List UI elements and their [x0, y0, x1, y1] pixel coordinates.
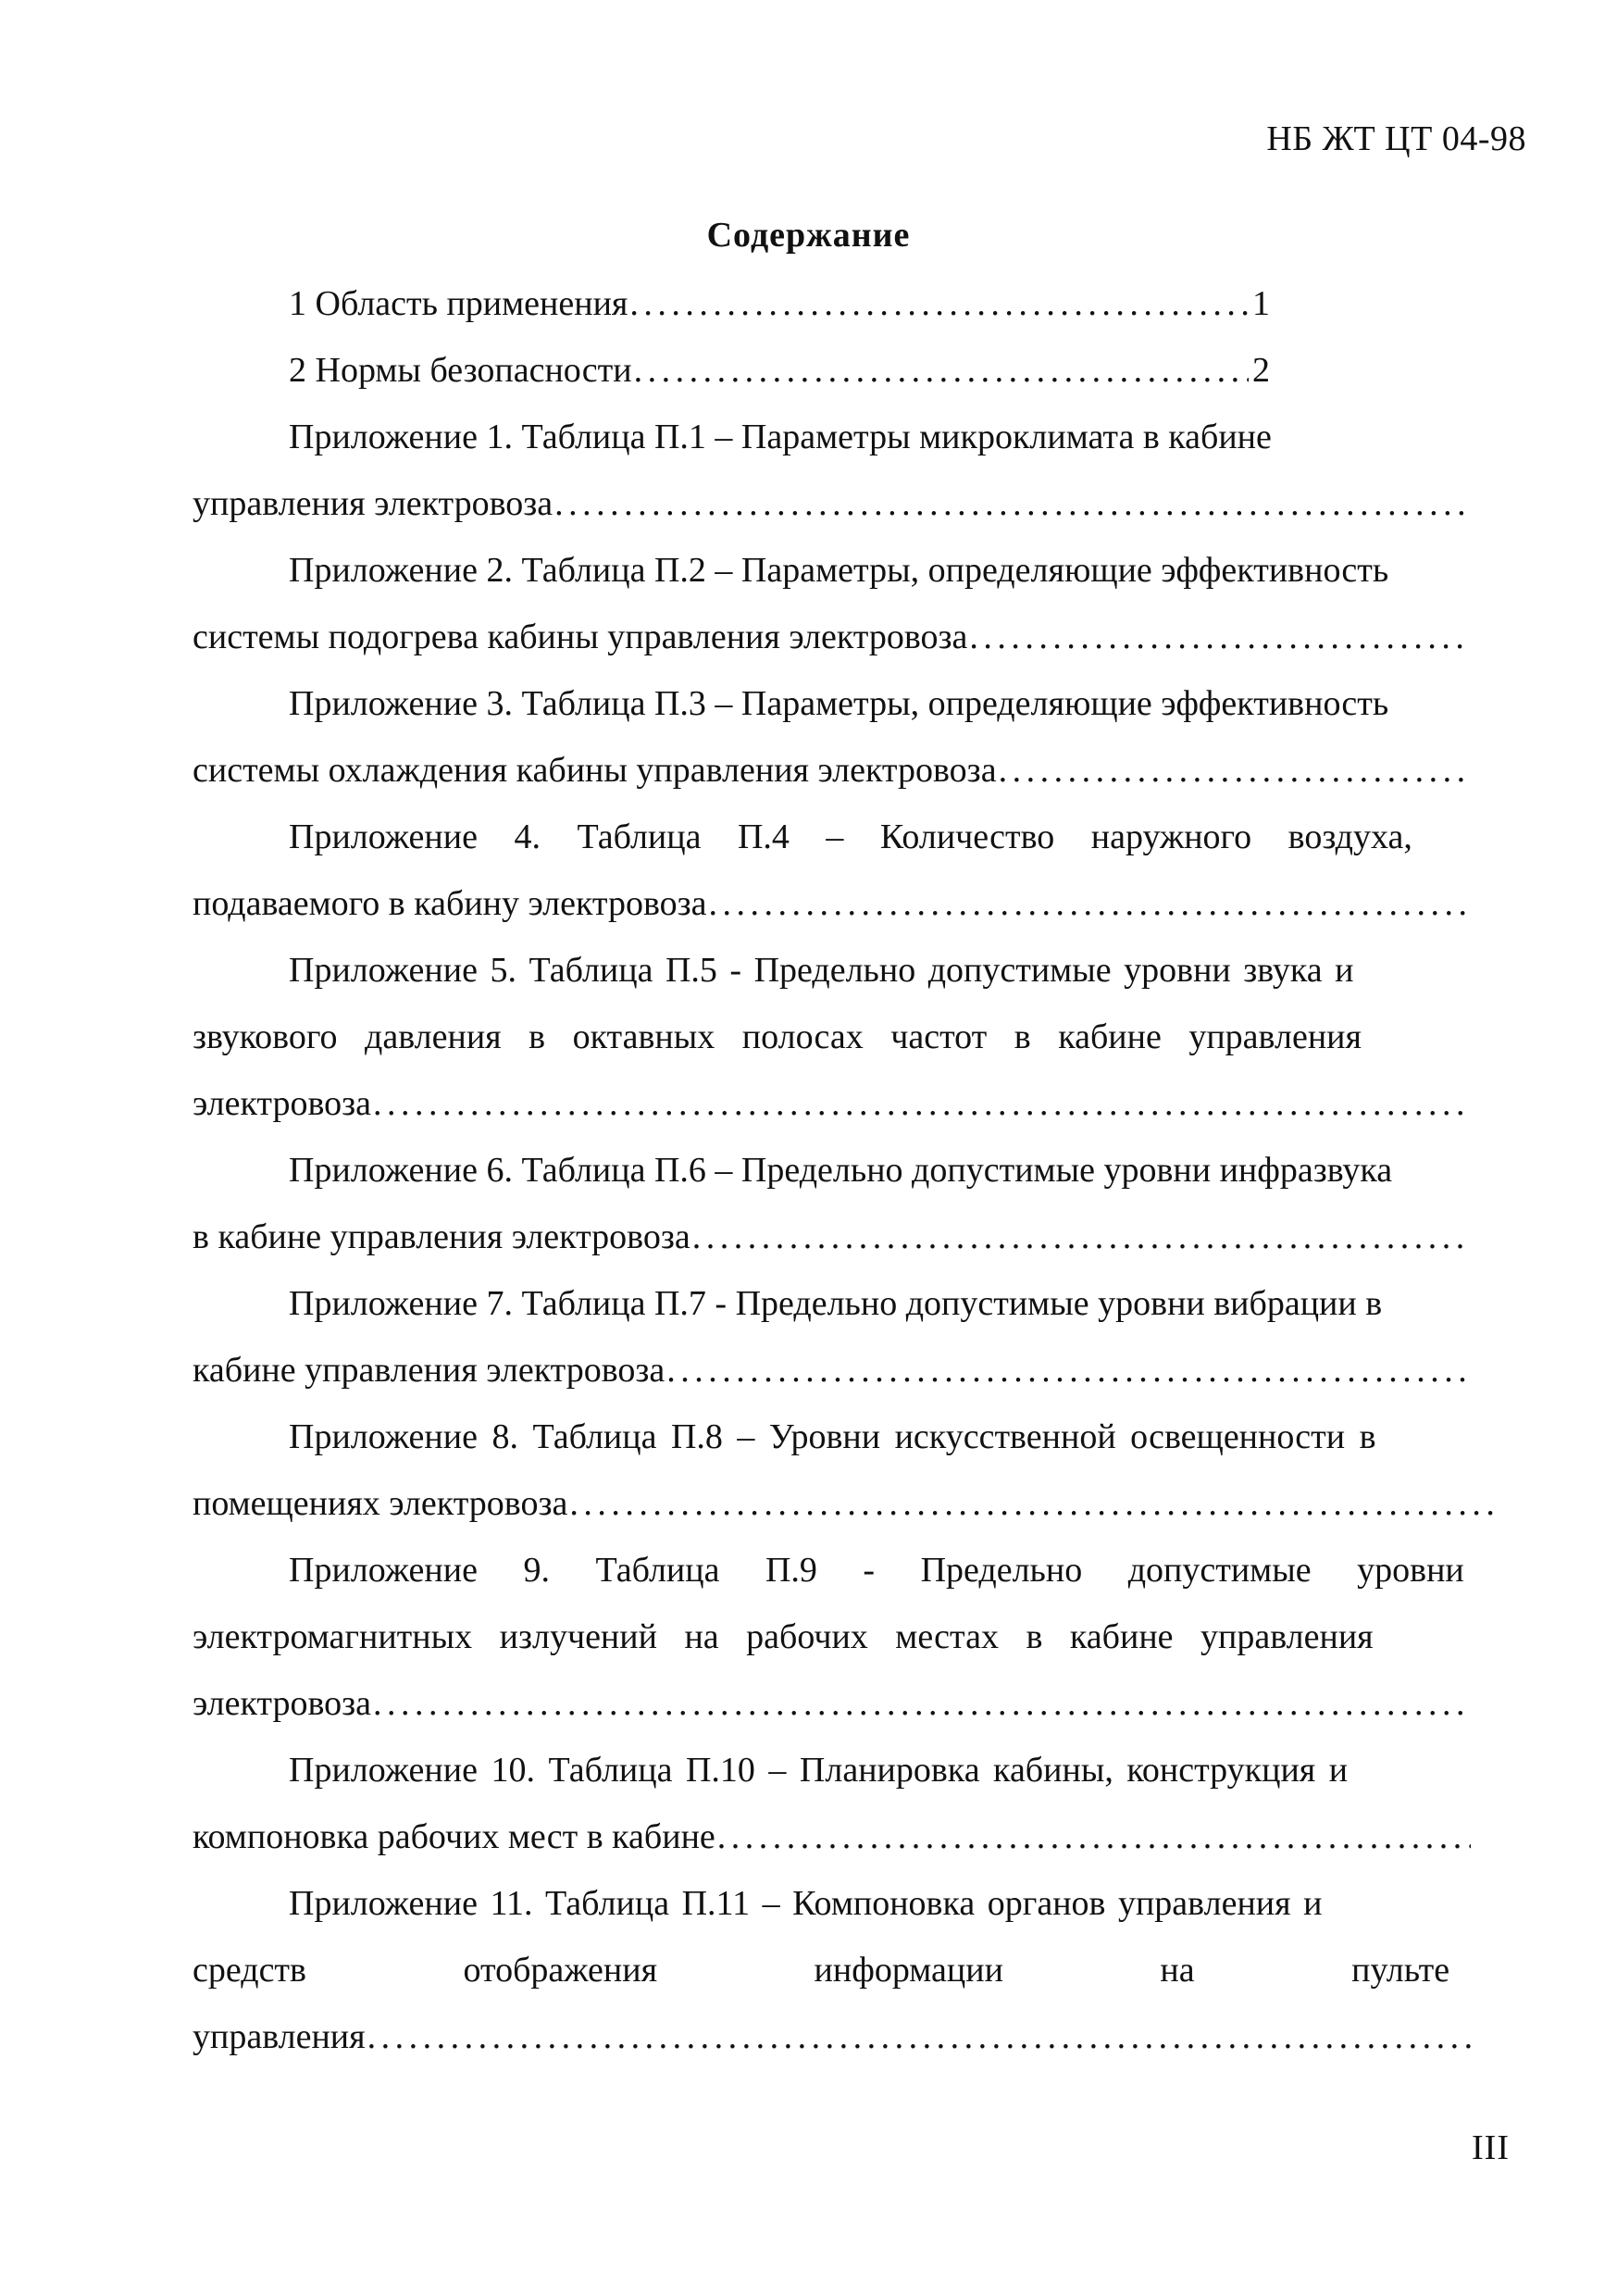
toc-entry[interactable] [193, 537, 1525, 670]
toc-entry-line [193, 1737, 1525, 1803]
toc-entry-line [193, 670, 1525, 737]
leader-dots [666, 1337, 1471, 1404]
toc-entry-text: звукового давления в октавных полосах частот в кабине управления [193, 1017, 1362, 1056]
toc-entry-text: Приложение 2. Таблица П.2 – Параметры, определяющие эффективность [289, 551, 1389, 590]
toc-entry-text: 1 Область применения [289, 284, 628, 323]
toc-entry[interactable] [193, 270, 1525, 337]
toc-entry-line [193, 1603, 1525, 1670]
toc-entry-line [193, 1870, 1525, 1937]
toc-entry-text: подаваемого в кабину электровоза [193, 884, 707, 923]
toc-entry-line [193, 1404, 1525, 1470]
leader-dots [554, 470, 1471, 537]
toc-entry-text: Приложение 4. Таблица П.4 – Количество наружного воздуха, [289, 817, 1412, 856]
leader-dots [367, 2003, 1471, 2070]
toc-entry[interactable] [193, 1537, 1525, 1737]
toc-entry-text: электромагнитных излучений на рабочих местах в кабине управления [193, 1617, 1374, 1656]
toc-entry-text: Приложение 11. Таблица П.11 – Компоновка органов управления и [289, 1884, 1323, 1923]
toc-entry-line [193, 537, 1525, 604]
toc-entry-text: компоновка рабочих мест в кабине [193, 1817, 715, 1856]
toc-entry-text: помещениях электровоза [193, 1484, 568, 1523]
toc-entry-text: Приложение 1. Таблица П.1 – Параметры микроклимата в кабине [289, 418, 1272, 456]
toc-entry-line [193, 1270, 1525, 1337]
leader-dots [569, 1470, 1494, 1537]
toc-entry-text: системы охлаждения кабины управления электровоза [193, 751, 997, 790]
toc-entry-line [193, 804, 1525, 870]
toc-entry-text: средств отображения информации на пульте [193, 1951, 1450, 1990]
toc-entry[interactable] [193, 404, 1525, 537]
toc-entry-line [193, 1537, 1525, 1603]
page-number: III [1472, 2128, 1510, 2167]
leader-dots [717, 1803, 1471, 1870]
leader-dots [969, 604, 1471, 670]
toc-page-number: 1 [1252, 284, 1270, 323]
toc-entry[interactable] [193, 1404, 1525, 1537]
toc-entry-line [193, 1004, 1525, 1070]
toc-entry[interactable] [193, 670, 1525, 804]
toc-entry[interactable] [193, 337, 1525, 404]
toc-entry-line [193, 1137, 1525, 1204]
toc-entry[interactable] [193, 937, 1525, 1137]
toc-entry-text: Приложение 9. Таблица П.9 - Предельно допустимые уровни [289, 1551, 1464, 1590]
toc-entry-text: системы подогрева кабины управления электровоза [193, 618, 968, 656]
toc-entry[interactable] [193, 1870, 1525, 2070]
toc-entry-text: Приложение 10. Таблица П.10 – Планировка кабины, конструкция и [289, 1751, 1349, 1790]
table-of-contents [193, 270, 1525, 2070]
leader-dots [373, 1070, 1471, 1137]
leader-dots [709, 870, 1471, 937]
toc-entry[interactable] [193, 1137, 1525, 1270]
toc-entry-text: Приложение 8. Таблица П.8 – Уровни искусственной освещенности в [289, 1417, 1376, 1456]
toc-entry-line [193, 404, 1525, 470]
leader-dots [629, 270, 1249, 337]
leader-dots [692, 1204, 1471, 1270]
toc-entry-text: Приложение 5. Таблица П.5 - Предельно допустимые уровни звука и [289, 951, 1354, 990]
toc-page-number: 2 [1252, 351, 1270, 390]
toc-entry-text: электровоза [193, 1084, 372, 1123]
toc-entry-text: электровоза [193, 1684, 372, 1723]
leader-dots [999, 737, 1471, 804]
leader-dots [373, 1670, 1471, 1737]
toc-entry[interactable] [193, 1270, 1525, 1404]
toc-entry-text: управления [193, 2017, 366, 2056]
toc-entry[interactable] [193, 804, 1525, 937]
toc-title: Содержание [706, 216, 911, 255]
document-code: НБ ЖТ ЦТ 04-98 [1266, 119, 1526, 158]
toc-entry-text: 2 Нормы безопасности [289, 351, 632, 390]
toc-entry-text: Приложение 6. Таблица П.6 – Предельно допустимые уровни инфразвука [289, 1151, 1393, 1190]
toc-entry-text: Приложение 3. Таблица П.3 – Параметры, определяющие эффективность [289, 684, 1389, 723]
toc-entry-line [193, 937, 1525, 1004]
toc-entry-text: в кабине управления электровоза [193, 1217, 690, 1256]
toc-entry[interactable] [193, 1737, 1525, 1870]
toc-entry-text: Приложение 7. Таблица П.7 - Предельно допустимые уровни вибрации в [289, 1284, 1383, 1323]
toc-entry-text: кабине управления электровоза [193, 1351, 665, 1390]
toc-entry-line [193, 1937, 1525, 2003]
leader-dots [634, 337, 1249, 404]
toc-entry-text: управления электровоза [193, 484, 554, 523]
